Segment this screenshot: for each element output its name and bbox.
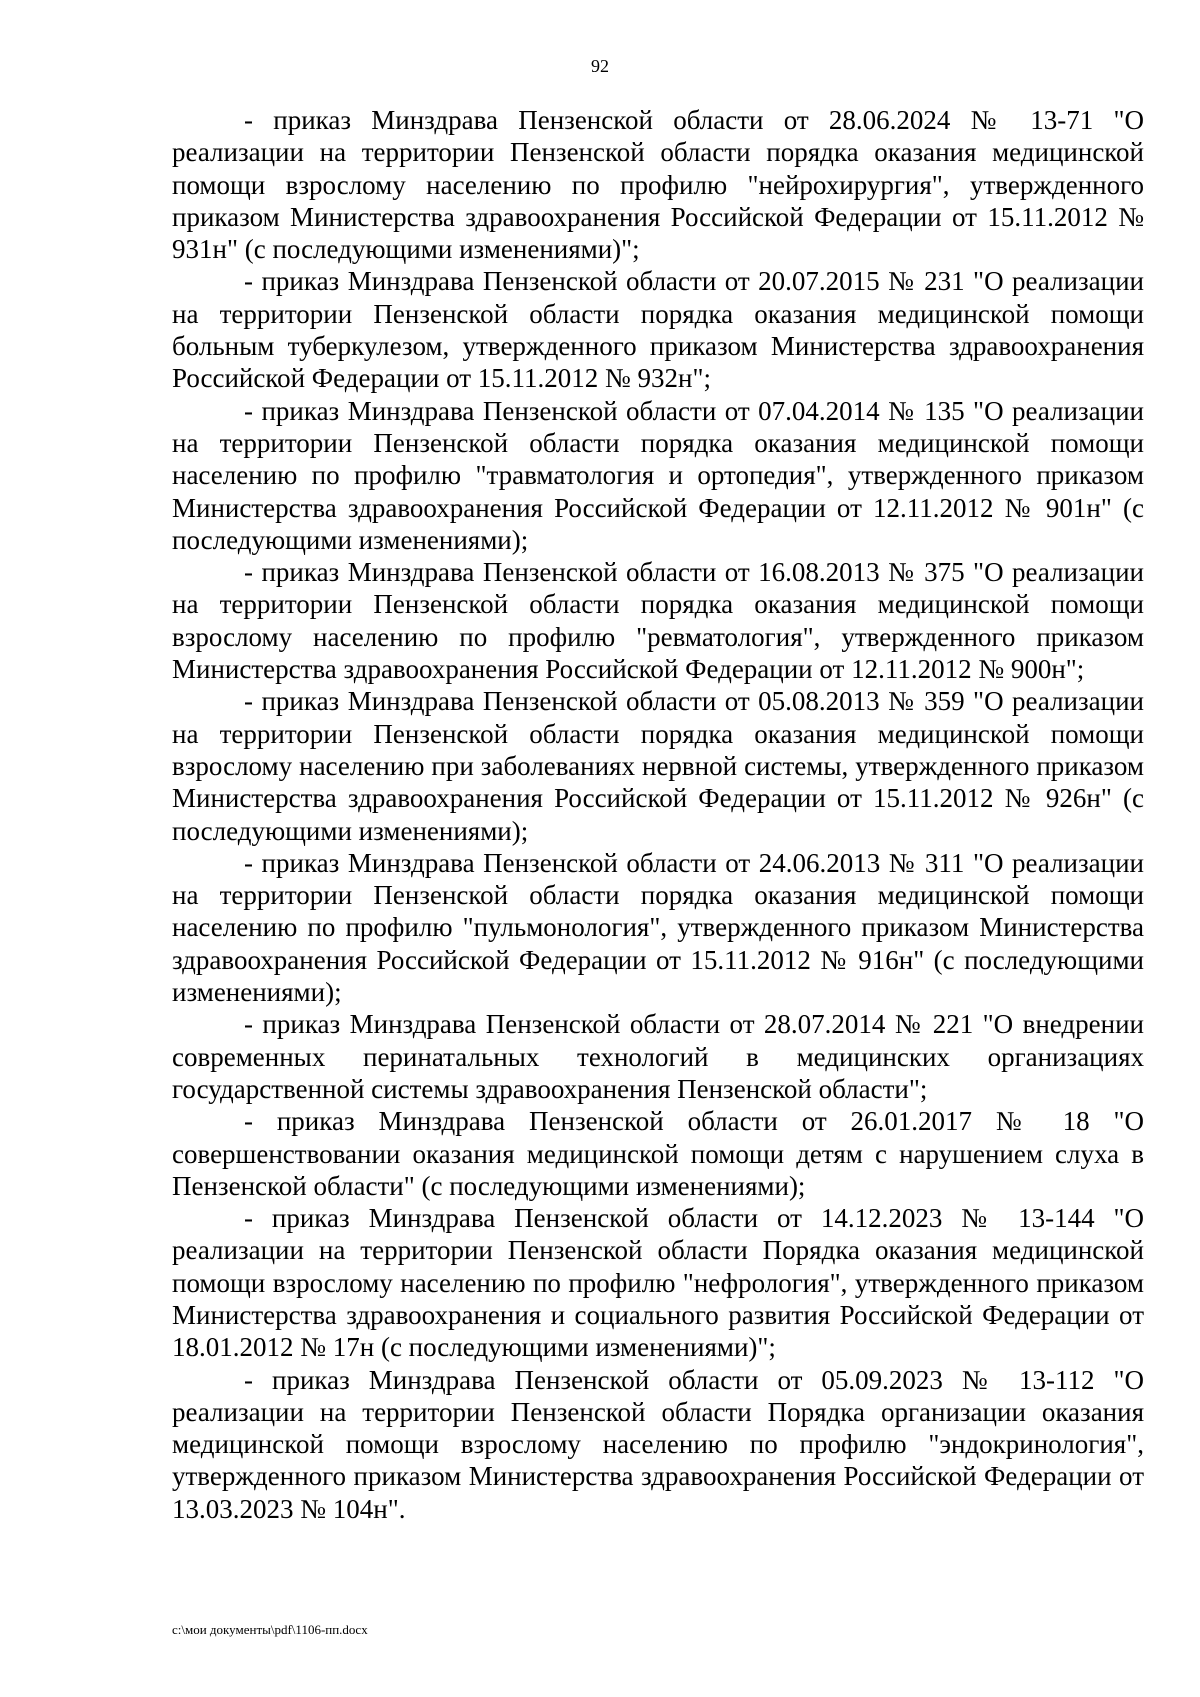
list-item: - приказ Минздрава Пензенской области от 05.08.2013 № 359 "О реализации на территории Пензенской области порядка оказания медицинской помощи взрослому населению при заболеваниях нервной системы, утвержденного приказом Министерства здравоохранения Российской Федерации от 15.11.2012 № 926н" (с последующими изменениями); bbox=[172, 686, 1144, 846]
document-body bbox=[172, 104, 1144, 1525]
list-item: - приказ Минздрава Пензенской области от 14.12.2023 № 13-144 "О реализации на территории Пензенской области Порядка оказания медицинской помощи взрослому населению по профилю "нефрология", утвержденного приказом Министерства здравоохранения и социального развития Российской Федерации от 18.01.2012 № 17н (с последующими изменениями)"; bbox=[172, 1203, 1144, 1363]
list-item: - приказ Минздрава Пензенской области от 05.09.2023 № 13-112 "О реализации на территории Пензенской области Порядка организации оказания медицинской помощи взрослому населению по профилю "эндокринология", утвержденного приказом Министерства здравоохранения Российской Федерации от 13.03.2023 № 104н". bbox=[172, 1364, 1144, 1524]
list-item: - приказ Минздрава Пензенской области от 24.06.2013 № 311 "О реализации на территории Пензенской области порядка оказания медицинской помощи населению по профилю "пульмонология", утвержденного приказом Министерства здравоохранения Российской Федерации от 15.11.2012 № 916н" (с последующими изменениями); bbox=[172, 847, 1144, 1008]
file-path-footer: c:\мои документы\pdf\1106-пп.docx bbox=[172, 1622, 368, 1637]
list-item: - приказ Минздрава Пензенской области от 20.07.2015 № 231 "О реализации на территории Пензенской области порядка оказания медицинской помощи больным туберкулезом, утвержденного приказом Министерства здравоохранения Российской Федерации от 15.11.2012 № 932н"; bbox=[172, 266, 1144, 394]
list-item: - приказ Минздрава Пензенской области от 16.08.2013 № 375 "О реализации на территории Пензенской области порядка оказания медицинской помощи взрослому населению по профилю "ревматология", утвержденного приказом Министерства здравоохранения Российской Федерации от 12.11.2012 № 900н"; bbox=[172, 557, 1144, 685]
list-item: - приказ Минздрава Пензенской области от 26.01.2017 № 18 "О совершенствовании оказания медицинской помощи детям с нарушением слуха в Пензенской области" (с последующими изменениями); bbox=[172, 1106, 1144, 1201]
list-item: - приказ Минздрава Пензенской области от 28.07.2014 № 221 "О внедрении современных перинатальных технологий в медицинских организациях государственной системы здравоохранения Пензенской области"; bbox=[172, 1009, 1144, 1104]
page-number: 92 bbox=[591, 56, 609, 76]
list-item: - приказ Минздрава Пензенской области от 07.04.2014 № 135 "О реализации на территории Пензенской области порядка оказания медицинской помощи населению по профилю "травматология и ортопедия", утвержденного приказом Министерства здравоохранения Российской Федерации от 12.11.2012 № 901н" (с последующими изменениями); bbox=[172, 395, 1144, 555]
list-item: - приказ Минздрава Пензенской области от 28.06.2024 № 13-71 "О реализации на территории Пензенской области порядка оказания медицинской помощи взрослому населению по профилю "нейрохирургия", утвержденного приказом Министерства здравоохранения Российской Федерации от 15.11.2012 № 931н" (с последующими изменениями)"; bbox=[172, 105, 1144, 265]
